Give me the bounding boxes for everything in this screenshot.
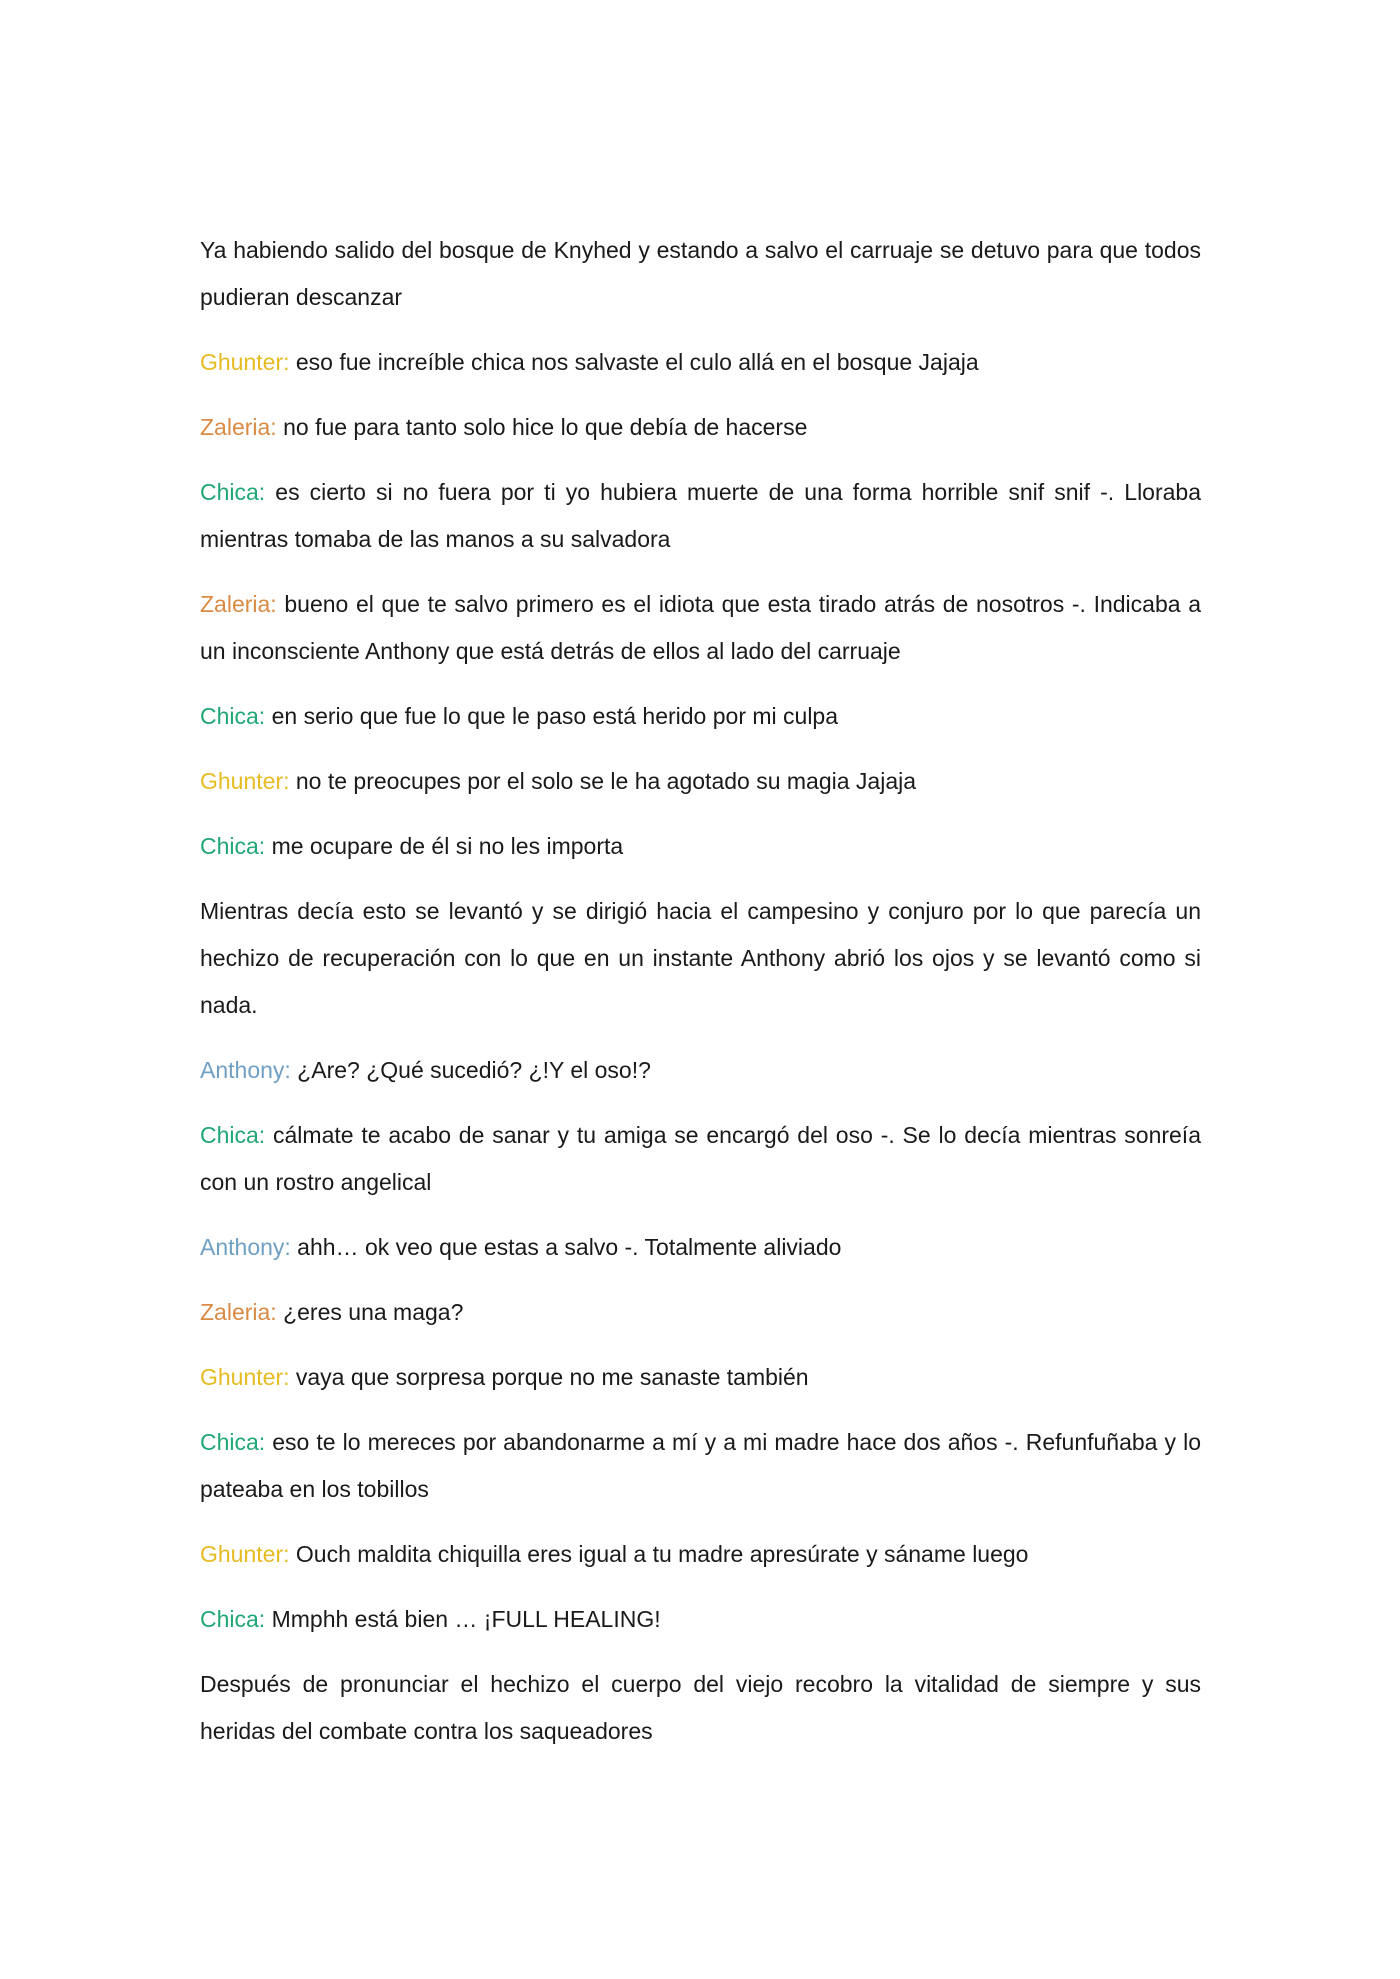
dialogue-text: eso te lo mereces por abandonarme a mí y a mi madre hace dos años -. Refunfuñaba y lo pateaba en los tobillos — [200, 1429, 1201, 1502]
paragraph-text: Mientras decía esto se levantó y se dirigió hacia el campesino y conjuro por lo que parecía un hechizo de recuperación con lo que en un instante Anthony abrió los ojos y se levantó como si nada. — [200, 898, 1201, 1018]
dialogue-text: Mmphh está bien … ¡FULL HEALING! — [265, 1606, 661, 1632]
dialogue-line-chica — [200, 1596, 1201, 1643]
dialogue-line-chica — [200, 1419, 1201, 1513]
speaker-zaleria: Zaleria: — [200, 1299, 277, 1325]
narration-paragraph — [200, 227, 1201, 321]
speaker-ghunter: Ghunter: — [200, 349, 290, 375]
speaker-chica: Chica: — [200, 479, 266, 505]
dialogue-line-zaleria — [200, 404, 1201, 451]
dialogue-text: eso fue increíble chica nos salvaste el culo allá en el bosque Jajaja — [289, 349, 979, 375]
speaker-chica: Chica: — [200, 1606, 266, 1632]
dialogue-line-anthony — [200, 1224, 1201, 1271]
dialogue-line-anthony — [200, 1047, 1201, 1094]
speaker-ghunter: Ghunter: — [200, 1364, 290, 1390]
dialogue-text: no te preocupes por el solo se le ha agotado su magia Jajaja — [289, 768, 917, 794]
speaker-chica: Chica: — [200, 833, 266, 859]
dialogue-text: ¿Are? ¿Qué sucedió? ¿!Y el oso!? — [290, 1057, 651, 1083]
dialogue-line-chica — [200, 693, 1201, 740]
dialogue-text: me ocupare de él si no les importa — [265, 833, 624, 859]
speaker-ghunter: Ghunter: — [200, 1541, 290, 1567]
speaker-ghunter: Ghunter: — [200, 768, 290, 794]
paragraph-text: Después de pronunciar el hechizo el cuerpo del viejo recobro la vitalidad de siempre y sus heridas del combate contra los saqueadores — [200, 1671, 1201, 1744]
speaker-anthony: Anthony: — [200, 1234, 291, 1260]
dialogue-line-chica — [200, 1112, 1201, 1206]
dialogue-text: Ouch maldita chiquilla eres igual a tu madre apresúrate y sáname luego — [289, 1541, 1029, 1567]
dialogue-line-ghunter — [200, 1354, 1201, 1401]
dialogue-text: vaya que sorpresa porque no me sanaste también — [289, 1364, 809, 1390]
dialogue-line-ghunter — [200, 1531, 1201, 1578]
story-text — [200, 227, 1201, 1773]
narration-paragraph — [200, 888, 1201, 1029]
paragraph-text: Ya habiendo salido del bosque de Knyhed y estando a salvo el carruaje se detuvo para que todos pudieran descanzar — [200, 237, 1201, 310]
dialogue-line-zaleria — [200, 581, 1201, 675]
dialogue-line-ghunter — [200, 339, 1201, 386]
dialogue-line-ghunter — [200, 758, 1201, 805]
dialogue-line-chica — [200, 469, 1201, 563]
speaker-chica: Chica: — [200, 1429, 266, 1455]
speaker-zaleria: Zaleria: — [200, 414, 277, 440]
dialogue-text: cálmate te acabo de sanar y tu amiga se encargó del oso -. Se lo decía mientras sonreía con un rostro angelical — [200, 1122, 1201, 1195]
dialogue-text: ¿eres una maga? — [276, 1299, 464, 1325]
dialogue-line-chica — [200, 823, 1201, 870]
dialogue-text: bueno el que te salvo primero es el idiota que esta tirado atrás de nosotros -. Indicaba a un inconsciente Anthony que está detrás de ellos al lado del carruaje — [200, 591, 1201, 664]
dialogue-text: no fue para tanto solo hice lo que debía de hacerse — [276, 414, 808, 440]
dialogue-text: ahh… ok veo que estas a salvo -. Totalmente aliviado — [290, 1234, 842, 1260]
speaker-zaleria: Zaleria: — [200, 591, 277, 617]
speaker-chica: Chica: — [200, 703, 266, 729]
dialogue-text: en serio que fue lo que le paso está herido por mi culpa — [265, 703, 839, 729]
dialogue-text: es cierto si no fuera por ti yo hubiera muerte de una forma horrible snif snif -. Lloraba mientras tomaba de las manos a su salvadora — [200, 479, 1201, 552]
speaker-anthony: Anthony: — [200, 1057, 291, 1083]
dialogue-line-zaleria — [200, 1289, 1201, 1336]
speaker-chica: Chica: — [200, 1122, 266, 1148]
narration-paragraph — [200, 1661, 1201, 1755]
